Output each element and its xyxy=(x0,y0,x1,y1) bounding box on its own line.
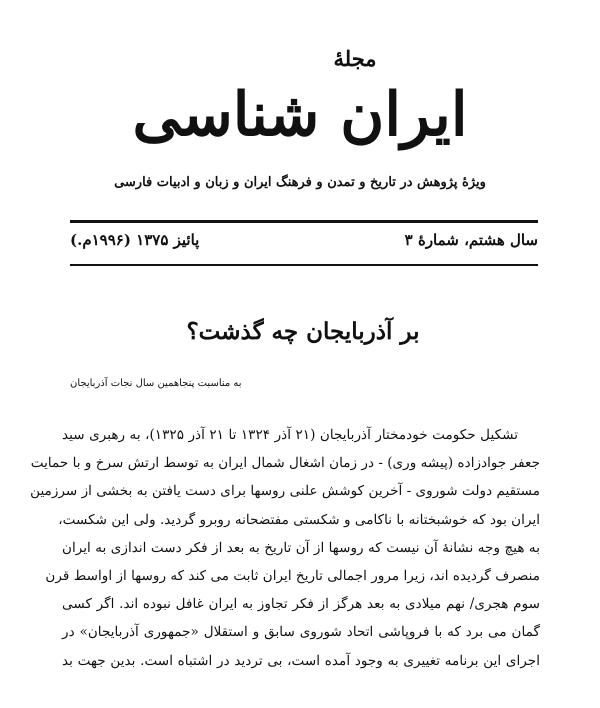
occasion-text: به مناسبت پنجاهمین سال نجات آذربایجان xyxy=(70,378,242,389)
body-line: اجرای این برنامه تغییری به وجود آمده است، بی تردید در اشتباه است. بدین جهت بد xyxy=(62,652,540,669)
body-line: تشکیل حکومت خودمختار آذربایجان (۲۱ آذر ۱۳۲۴ تا ۲۱ آذر ۱۳۲۵)، به رهبری سید xyxy=(62,427,518,443)
body-line: جعفر جوادزاده (پیشه وری) - در زمان اشغال شمال ایران به توسط ارتش سرخ و با حمایت xyxy=(30,455,540,472)
journal-title: ایران شناسی xyxy=(132,80,468,150)
body-line: به هیچ وجه نشانهٔ آن نیست که روسها از آن تاریخ به بعد از فکر دست اندازی به ایران xyxy=(62,539,540,556)
bottom-divider xyxy=(70,264,538,266)
article-occasion-note xyxy=(70,378,538,389)
issue-number: سال هشتم، شمارهٔ ۳ xyxy=(404,231,538,249)
top-divider xyxy=(70,220,538,223)
issue-info-row xyxy=(70,231,538,257)
article-body xyxy=(30,421,540,675)
body-line: ایران بود که خوشبختانه با ناکامی و شکستی مفتضحانه روبرو گردید. ولی این شکست، xyxy=(58,511,540,528)
article-title: بر آذربایجان چه گذشت؟ xyxy=(186,318,420,345)
masthead-label: مجلهٔ xyxy=(333,46,377,71)
body-line: گمان می برد که با فروپاشی اتحاد شوروی سابق و استقلال «جمهوری آذربایجان» در xyxy=(62,624,540,641)
journal-subtitle: ویژهٔ پژوهش در تاریخ و تمدن و فرهنگ ایران و زبان و ادبیات فارسی xyxy=(114,175,486,190)
body-line: مستقیم دولت شوروی - آخرین کوشش علنی روسها برای دست یافتن به بخشی از سرزمین xyxy=(30,483,540,500)
body-line: سوم هجری/ نهم میلادی به بعد هرگز از فکر تجاوز به ایران غافل نبوده اند. اگر کسی xyxy=(62,596,540,613)
issue-date: پائیز ۱۳۷۵ (۱۹۹۶م.) xyxy=(70,231,200,249)
body-line: منصرف گردیده اند، زیرا مرور اجمالی تاریخ ایران ثابت می کند که روسها از اواسط قرن xyxy=(45,568,540,585)
